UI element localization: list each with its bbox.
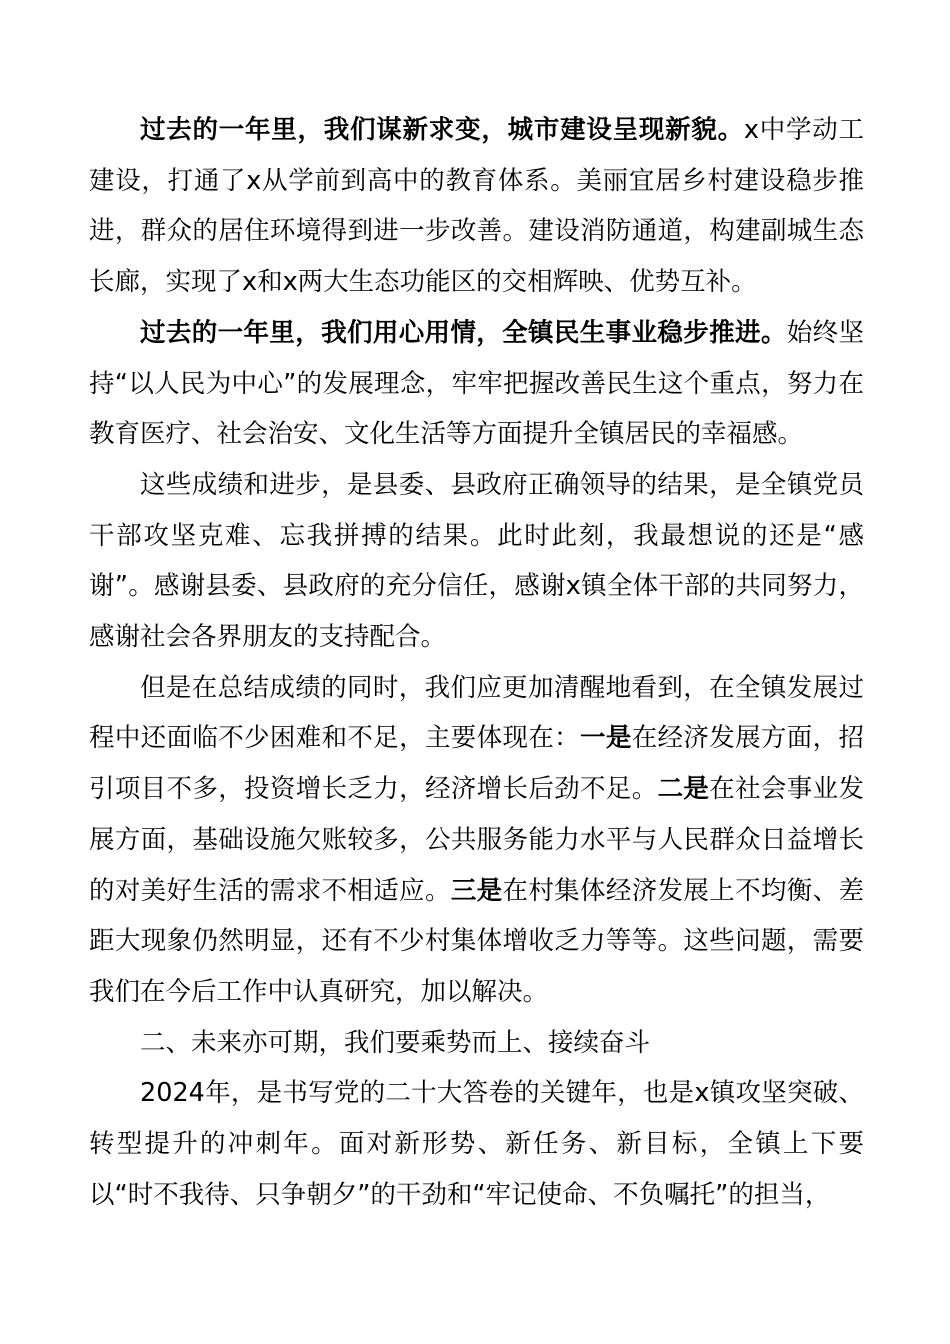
document-body [89, 105, 864, 1220]
point-two-text: 在社会事业发展方面，基础设施欠账较多，公共服务能力水平与人民群众日益增长的对美好生活的需求不相适应。 [89, 774, 864, 906]
paragraph-text: 2024年，是书写党的二十大答卷的关键年，也是x镇攻坚突破、转型提升的冲刺年。面对新形势、新任务、新目标，全镇上下要以“时不我待、只争朝夕”的干劲和“牢记使命、不负嘱托”的担当， [89, 1078, 864, 1210]
paragraph-shortcomings [89, 663, 864, 1018]
point-three-label: 三是 [450, 875, 503, 906]
paragraph-lead-heading: 过去的一年里，我们用心用情，全镇民生事业稳步推进。 [140, 317, 787, 348]
paragraph-livelihood [89, 308, 864, 460]
paragraph-text: x中学动工建设，打通了x从学前到高中的教育体系。美丽宜居乡村建设稳步推进，群众的居住环境得到进一步改善。建设消防通道，构建副城生态长廊，实现了x和x两大生态功能区的交相辉映、优势互补。 [89, 115, 864, 298]
paragraph-2024-outlook [89, 1068, 864, 1220]
paragraph-thanks [89, 460, 864, 663]
section-heading-text: 二、未来亦可期，我们要乘势而上、接续奋斗 [140, 1027, 651, 1058]
point-one-text: 在经济发展方面，招引项目不多，投资增长乏力，经济增长后劲不足。 [89, 723, 864, 805]
paragraph-urban-construction [89, 105, 864, 308]
paragraph-text: 这些成绩和进步，是县委、县政府正确领导的结果，是全镇党员干部攻坚克难、忘我拼搏的结果。此时此刻，我最想说的还是“感谢”。感谢县委、县政府的充分信任，感谢x镇全体干部的共同努力，感谢社会各界朋友的支持配合。 [89, 469, 864, 653]
section-heading-future [89, 1018, 864, 1069]
paragraph-intro: 但是在总结成绩的同时，我们应更加清醒地看到，在全镇发展过程中还面临不少困难和不足，主要体现在： [89, 672, 864, 754]
paragraph-text: 始终坚持“以人民为中心”的发展理念，牢牢把握改善民生这个重点，努力在教育医疗、社会治安、文化生活等方面提升全镇居民的幸福感。 [89, 317, 864, 450]
point-one-label: 一是 [580, 723, 632, 754]
point-three-text: 在村集体经济发展上不均衡、差距大现象仍然明显，还有不少村集体增收乏力等等。这些问题，需要我们在今后工作中认真研究，加以解决。 [89, 875, 864, 1007]
point-two-label: 二是 [657, 774, 710, 805]
paragraph-lead-heading: 过去的一年里，我们谋新求变，城市建设呈现新貌。 [140, 115, 744, 145]
